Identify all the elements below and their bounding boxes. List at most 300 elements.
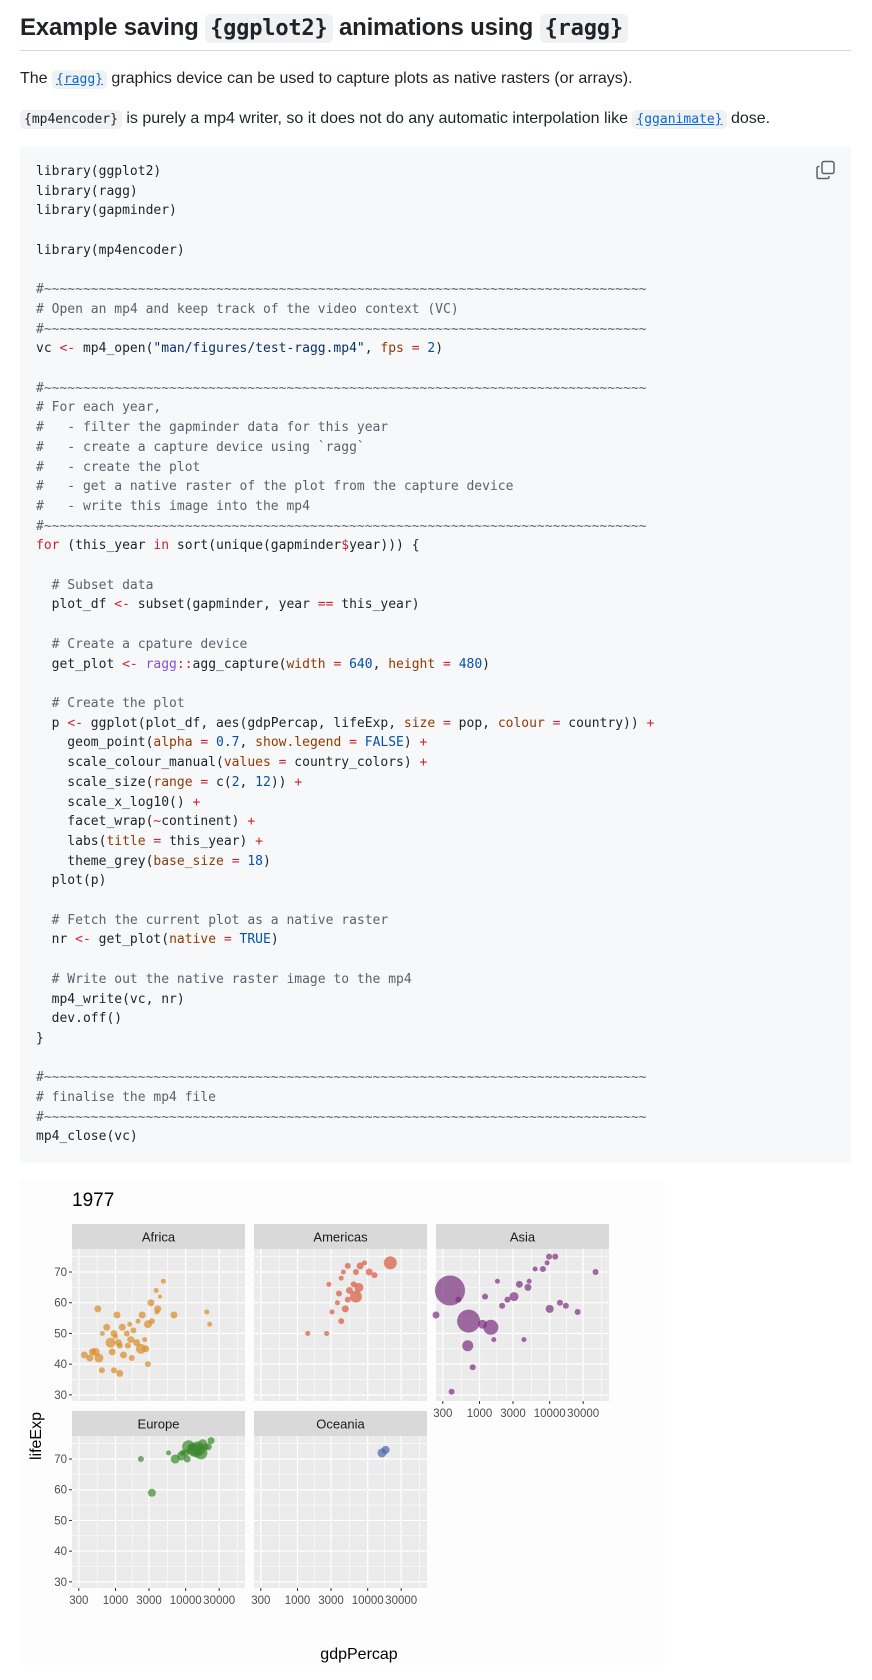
code-token (451, 657, 459, 672)
data-point (335, 1300, 340, 1305)
x-tick-label: 1000 (284, 1595, 311, 1607)
code-token: for (36, 538, 60, 554)
heading-code-ragg: {ragg} (540, 14, 628, 43)
x-tick-label: 3000 (136, 1595, 162, 1607)
code-token (36, 913, 52, 928)
code-line (36, 341, 443, 356)
data-point (120, 1351, 127, 1358)
heading-text-middle: animations using (332, 14, 540, 41)
mp4encoder-text-end: dose. (726, 110, 771, 127)
code-token: show.legend (255, 735, 342, 751)
data-point (142, 1337, 147, 1342)
code-token: year))) { (349, 538, 420, 554)
data-point (339, 1276, 344, 1281)
data-point (136, 1319, 141, 1324)
code-line (36, 696, 185, 711)
data-point (130, 1327, 136, 1333)
code-token: #~~~~~~~~~~~~~~~~~~~~~~~~~~~~~~~~~~~~~~~~~~~~~~~~~~~~~~~~~~~~~~~~~~~~~~~~~~~~~ (36, 380, 647, 396)
code-token: ~ (153, 814, 162, 830)
code-token: "man/figures/test-ragg.mp4" (153, 341, 365, 357)
facet-scatter-chart (20, 1180, 665, 1665)
data-point (563, 1303, 569, 1309)
data-point (100, 1331, 105, 1336)
data-point (341, 1270, 346, 1275)
code-token: , (372, 656, 389, 672)
data-point (81, 1351, 88, 1358)
code-line (36, 1090, 216, 1105)
chart-title: 1977 (72, 1190, 115, 1211)
code-line (36, 834, 263, 849)
facet-panel-asia (433, 1224, 610, 1420)
data-point (139, 1312, 146, 1319)
code-token: , (239, 774, 256, 790)
code-token: #~~~~~~~~~~~~~~~~~~~~~~~~~~~~~~~~~~~~~~~~~~~~~~~~~~~~~~~~~~~~~~~~~~~~~~~~~~~~~ (36, 321, 647, 337)
code-token (404, 341, 412, 356)
code-token (232, 932, 240, 947)
data-point (527, 1279, 532, 1284)
code-token: + (247, 814, 256, 830)
y-axis-label: lifeExp (28, 1411, 45, 1461)
code-content (36, 162, 654, 1147)
code-token: 2 (231, 774, 240, 790)
code-token: ) (435, 341, 444, 357)
data-point (521, 1337, 526, 1342)
data-point (495, 1279, 500, 1284)
data-point (158, 1295, 162, 1299)
code-token: = (333, 656, 342, 672)
code-token (435, 657, 443, 672)
code-token: vc (36, 341, 60, 357)
code-line (36, 657, 490, 672)
y-tick-label: 50 (54, 1515, 67, 1528)
data-point (455, 1297, 461, 1303)
code-token: theme_grey( (36, 853, 154, 869)
data-point (329, 1309, 334, 1314)
code-token: values (223, 755, 271, 771)
data-point (371, 1272, 377, 1278)
data-point (119, 1324, 126, 1331)
code-token (224, 854, 232, 869)
data-point (124, 1330, 130, 1336)
code-line (36, 420, 388, 435)
data-point (350, 1291, 362, 1303)
code-token: p (36, 715, 68, 731)
mp4encoder-text-middle: is purely a mp4 writer, so it does not do any automatic interpolation like (121, 110, 633, 127)
x-tick-label: 30000 (385, 1595, 418, 1607)
code-line (36, 1031, 44, 1046)
code-token (36, 972, 52, 987)
code-line (36, 400, 161, 415)
code-token: (this_year (59, 538, 154, 554)
code-token: + (192, 794, 201, 810)
data-point (94, 1305, 101, 1312)
x-axis-label: gdpPercap (320, 1646, 398, 1663)
data-point (336, 1291, 342, 1297)
data-point (149, 1318, 155, 1324)
y-tick-label: 70 (54, 1267, 67, 1280)
facet-panel-europe (54, 1411, 245, 1607)
data-point (483, 1320, 498, 1335)
data-point (109, 1348, 116, 1355)
data-point (384, 1256, 397, 1269)
code-line (36, 735, 427, 750)
code-token: scale_colour_manual( (36, 755, 224, 771)
code-token: :: (176, 656, 193, 672)
code-line (36, 972, 412, 987)
data-point (204, 1309, 209, 1314)
code-token: pop, (450, 715, 498, 731)
code-token: <- (75, 932, 91, 948)
code-token (545, 716, 553, 731)
code-token: + (294, 774, 303, 790)
code-token: = (278, 755, 287, 771)
data-point (345, 1263, 351, 1269)
code-line (36, 716, 654, 731)
code-token: ) (270, 932, 279, 948)
data-point (499, 1303, 505, 1309)
code-token: alpha (153, 735, 193, 751)
code-line (36, 519, 646, 534)
data-point (188, 1443, 195, 1450)
data-point (125, 1343, 131, 1349)
code-token: agg_capture( (192, 656, 287, 672)
code-token: # - write this image into the mp4 (36, 498, 310, 514)
ragg-link[interactable] (52, 70, 107, 87)
data-point (116, 1370, 123, 1377)
code-line (36, 873, 106, 888)
code-line (36, 854, 271, 869)
data-point (138, 1456, 144, 1462)
code-token: # Subset data (51, 577, 154, 593)
data-point (509, 1292, 518, 1301)
code-token: <- (122, 656, 138, 672)
code-token: #~~~~~~~~~~~~~~~~~~~~~~~~~~~~~~~~~~~~~~~~~~~~~~~~~~~~~~~~~~~~~~~~~~~~~~~~~~~~~ (36, 1109, 647, 1125)
code-token: FALSE (364, 735, 404, 751)
data-point (99, 1367, 105, 1373)
y-tick-label: 50 (54, 1328, 67, 1341)
code-token: subset(gapminder, year (129, 597, 318, 613)
code-token: = (200, 774, 209, 790)
code-token: mp4_close(vc) (36, 1129, 138, 1145)
code-token: mp4_write(vc, nr) (36, 991, 185, 1007)
data-point (382, 1446, 390, 1454)
code-line (36, 538, 420, 553)
gganimate-link-code[interactable]: {gganimate} (632, 110, 726, 129)
data-point (326, 1282, 331, 1287)
x-tick-label: 1000 (466, 1408, 493, 1420)
code-line (36, 203, 177, 218)
code-token (36, 637, 52, 652)
facet-strip-label: Oceania (316, 1416, 365, 1432)
code-block (20, 147, 851, 1163)
code-token: # For each year, (36, 400, 162, 416)
data-point (540, 1266, 546, 1272)
data-point (106, 1338, 116, 1348)
data-point (193, 1448, 202, 1457)
code-token: library(gapminder) (36, 203, 177, 219)
code-token: <- (59, 341, 76, 357)
facet-strip-label: Asia (509, 1229, 536, 1245)
code-token: ) (403, 735, 420, 751)
code-token: # Write out the native raster image to the mp4 (51, 971, 412, 987)
code-token: dev.off() (36, 1011, 123, 1027)
facet-panel-oceania (251, 1411, 427, 1607)
code-token: ggplot(plot_df, aes(gdpPercap, lifeExp, (82, 715, 404, 731)
data-point (338, 1318, 344, 1324)
data-point (433, 1312, 440, 1319)
code-token: + (419, 735, 428, 751)
code-token: # - create a capture device using `ragg` (36, 439, 365, 455)
data-point (516, 1281, 523, 1288)
facet-scatter-figure (20, 1180, 665, 1665)
code-token: range (153, 774, 193, 790)
code-token: 0.7 (216, 735, 240, 751)
data-point (575, 1309, 581, 1315)
data-point (457, 1310, 480, 1333)
data-point (154, 1309, 159, 1314)
data-point (552, 1254, 558, 1260)
code-line (36, 755, 427, 770)
x-tick-label: 300 (251, 1595, 271, 1607)
code-token: , (364, 341, 381, 357)
code-token: height (388, 656, 436, 672)
code-token: , (239, 735, 256, 751)
data-point (342, 1305, 349, 1312)
code-token: <- (67, 715, 83, 731)
code-token: = (231, 853, 240, 869)
y-tick-label: 30 (54, 1389, 67, 1402)
data-point (305, 1331, 310, 1336)
code-line (36, 795, 200, 810)
code-token: colour (497, 715, 545, 731)
facet-strip-label: Americas (313, 1229, 368, 1245)
data-point (546, 1254, 552, 1260)
data-point (113, 1334, 118, 1339)
intro-text-start: The (20, 70, 53, 87)
code-token: width (286, 656, 326, 672)
code-token: = (223, 932, 232, 948)
code-token: == (317, 597, 334, 613)
code-line (36, 243, 185, 258)
code-line (36, 913, 388, 928)
ragg-link-code[interactable]: {ragg} (52, 70, 107, 89)
code-line (36, 637, 247, 652)
code-token: library(ragg) (36, 183, 138, 199)
copy-button[interactable] (815, 159, 837, 181)
code-token (36, 578, 52, 593)
data-point (345, 1297, 351, 1303)
code-token: this_year) (161, 833, 256, 849)
data-point (147, 1299, 154, 1306)
code-token (36, 696, 52, 711)
data-point (207, 1322, 212, 1327)
data-point (179, 1450, 185, 1456)
code-line (36, 479, 513, 494)
code-token: sort(unique(gapminder (169, 538, 342, 554)
data-point (142, 1345, 149, 1352)
data-point (462, 1340, 473, 1351)
x-tick-label: 3000 (318, 1595, 344, 1607)
code-token: = (443, 715, 451, 731)
code-token: # - create the plot (36, 459, 201, 475)
data-point (148, 1489, 156, 1497)
code-token: 2 (427, 341, 436, 357)
code-line (36, 302, 459, 317)
code-line (36, 499, 310, 514)
y-tick-label: 60 (54, 1297, 67, 1310)
y-tick-label: 60 (54, 1484, 67, 1497)
code-token: = (552, 715, 561, 731)
code-line (36, 1070, 646, 1085)
heading-divider (20, 50, 851, 51)
code-token: $ (341, 538, 350, 554)
code-line (36, 381, 646, 396)
code-token: # Create a cpature device (51, 636, 248, 652)
code-token: scale_size( (36, 774, 154, 790)
code-token (341, 657, 349, 672)
code-line (36, 1110, 646, 1125)
code-token: #~~~~~~~~~~~~~~~~~~~~~~~~~~~~~~~~~~~~~~~~~~~~~~~~~~~~~~~~~~~~~~~~~~~~~~~~~~~~~ (36, 282, 647, 298)
facet-panel-americas (254, 1224, 427, 1401)
data-point (166, 1450, 171, 1455)
code-token: # - filter the gapminder data for this year (36, 420, 389, 436)
data-point (491, 1337, 496, 1342)
copy-icon[interactable] (815, 159, 837, 181)
data-point (154, 1288, 159, 1293)
code-token (341, 735, 349, 750)
x-tick-label: 30000 (567, 1408, 600, 1420)
code-token: library(mp4encoder) (36, 242, 185, 258)
code-line (36, 597, 420, 612)
code-line (36, 992, 185, 1007)
data-point (208, 1437, 215, 1444)
data-point (533, 1266, 538, 1271)
data-point (111, 1367, 117, 1373)
code-token: = (153, 833, 162, 849)
x-tick-label: 3000 (500, 1408, 526, 1420)
code-token: #~~~~~~~~~~~~~~~~~~~~~~~~~~~~~~~~~~~~~~~~~~~~~~~~~~~~~~~~~~~~~~~~~~~~~~~~~~~~~ (36, 518, 647, 534)
code-line (36, 164, 161, 179)
data-point (524, 1284, 531, 1291)
code-token: country_colors) (286, 755, 420, 771)
code-token: ) (482, 656, 490, 672)
facet-strip-label: Africa (141, 1229, 176, 1245)
code-line (36, 282, 646, 297)
heading-code-ggplot2: {ggplot2} (205, 14, 332, 43)
code-token: in (153, 538, 170, 554)
y-tick-label: 40 (54, 1546, 67, 1559)
data-point (504, 1297, 510, 1303)
data-point (89, 1348, 96, 1355)
code-token: <- (114, 597, 130, 613)
data-point (145, 1361, 151, 1367)
code-token: ragg (145, 656, 177, 672)
y-tick-label: 40 (54, 1359, 67, 1372)
code-token: 480 (458, 656, 483, 672)
code-token (208, 735, 216, 750)
data-point (362, 1260, 367, 1265)
x-tick-label: 300 (433, 1408, 453, 1420)
code-token: + (419, 755, 428, 771)
code-token: 12 (255, 774, 271, 790)
code-line (36, 460, 200, 475)
data-point (354, 1283, 363, 1292)
data-point (449, 1389, 455, 1395)
y-tick-label: 30 (54, 1576, 67, 1589)
code-token: # Fetch the current plot as a native raster (51, 912, 389, 928)
code-token: 640 (349, 656, 373, 672)
code-line (36, 440, 365, 455)
code-token: # Create the plot (51, 695, 185, 711)
code-token: nr (36, 932, 76, 948)
code-token: ) (263, 853, 271, 869)
data-point (545, 1260, 550, 1265)
gganimate-link[interactable] (632, 110, 726, 127)
code-token: country)) (560, 715, 647, 731)
data-point (161, 1279, 166, 1284)
heading-text-start: Example saving (20, 14, 206, 41)
code-token: facet_wrap( (36, 814, 154, 830)
mp4encoder-paragraph (20, 107, 770, 132)
x-tick-label: 1000 (102, 1595, 129, 1607)
data-point (593, 1269, 599, 1275)
data-point (170, 1312, 177, 1319)
facet-panel-africa (54, 1224, 245, 1402)
code-line (36, 578, 153, 593)
code-token: fps (380, 341, 404, 357)
y-tick-label: 70 (54, 1454, 67, 1467)
code-token: plot(p) (36, 873, 107, 889)
data-point (127, 1322, 132, 1327)
x-tick-label: 10000 (351, 1595, 384, 1607)
code-token: plot_df (36, 597, 115, 613)
code-token: continent) (161, 814, 248, 830)
code-token: TRUE (239, 932, 271, 948)
code-token: get_plot (36, 656, 123, 672)
code-token: geom_point( (36, 735, 154, 751)
code-token (271, 755, 279, 770)
page-heading (20, 10, 628, 47)
facet-strip-label: Europe (137, 1416, 180, 1432)
data-point (184, 1456, 191, 1463)
code-token: #~~~~~~~~~~~~~~~~~~~~~~~~~~~~~~~~~~~~~~~~~~~~~~~~~~~~~~~~~~~~~~~~~~~~~~~~~~~~~ (36, 1070, 647, 1086)
data-point (557, 1300, 563, 1306)
code-token: # finalise the mp4 file (36, 1090, 217, 1106)
code-token: labs( (36, 833, 107, 849)
code-token: size (403, 715, 436, 731)
code-token: + (646, 715, 655, 731)
x-tick-label: 300 (69, 1595, 89, 1607)
code-token (138, 657, 146, 672)
intro-paragraph (20, 67, 633, 92)
data-point (324, 1331, 329, 1336)
data-point (129, 1355, 135, 1361)
code-token: library(ggplot2) (36, 164, 162, 179)
data-point (546, 1305, 554, 1313)
code-token: # Open an mp4 and keep track of the video context (VC) (36, 301, 459, 317)
code-token: this_year) (333, 597, 420, 613)
code-token: = (349, 735, 357, 751)
code-line (36, 932, 279, 947)
code-token: )) (270, 774, 295, 790)
code-token: get_plot( (90, 932, 170, 948)
data-point (117, 1343, 123, 1349)
code-token: = (443, 656, 451, 672)
code-line (36, 1129, 138, 1144)
data-point (94, 1354, 103, 1363)
code-line (36, 184, 138, 199)
code-token: 18 (247, 853, 263, 869)
